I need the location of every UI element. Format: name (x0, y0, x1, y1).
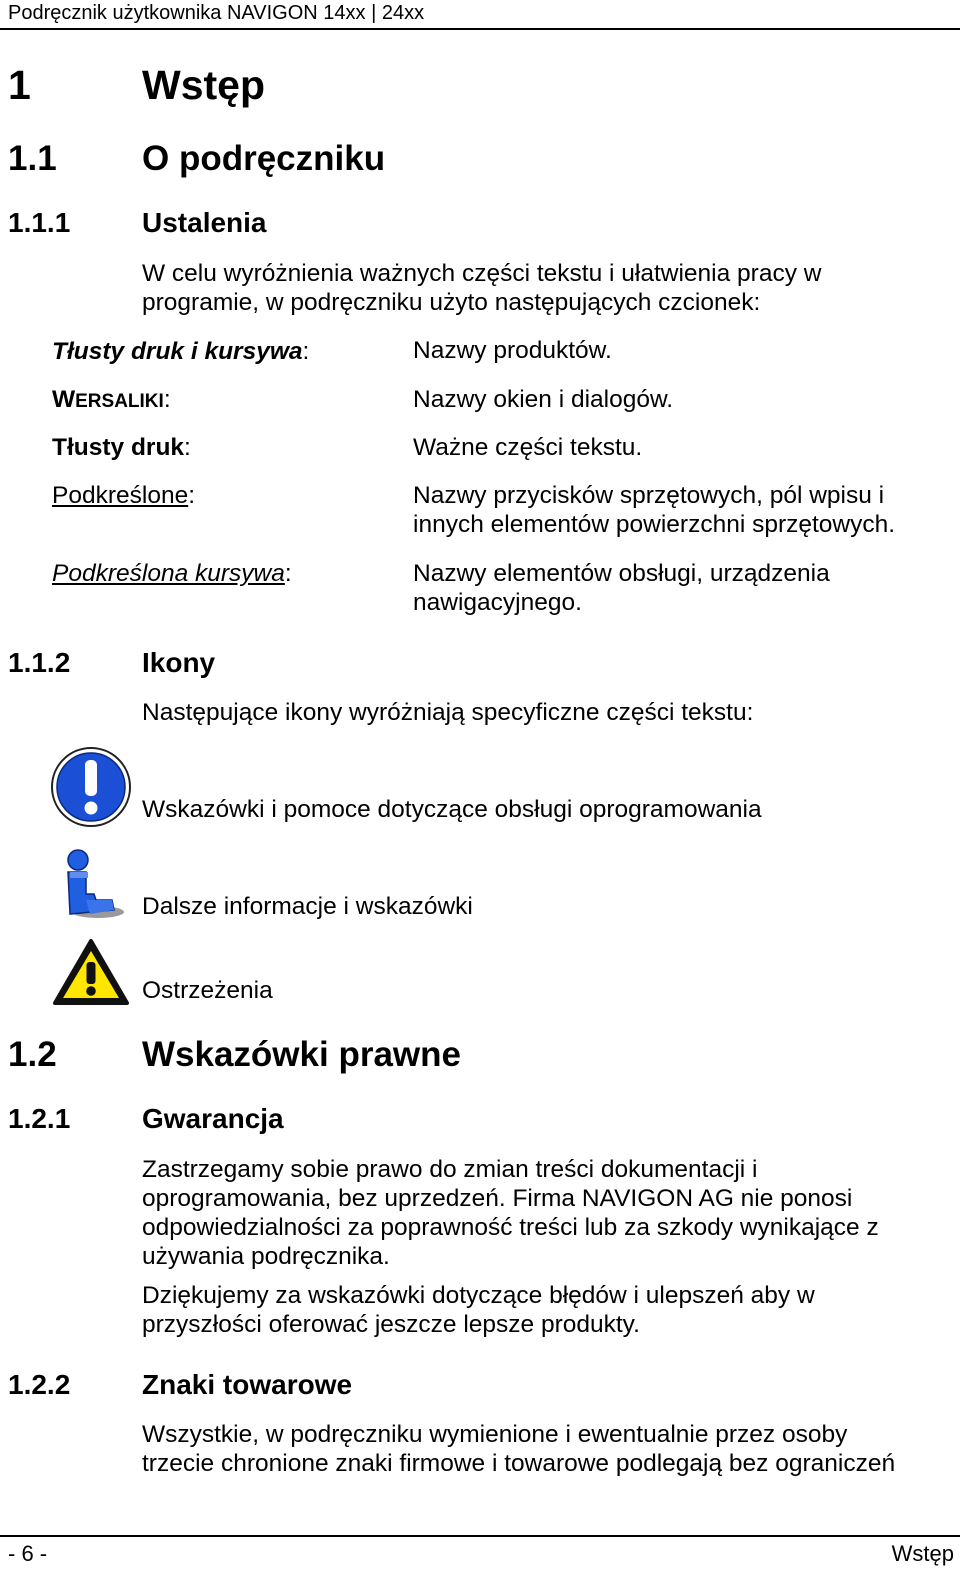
convention-label-capitals: WERSALIKI: (52, 386, 171, 413)
subsection-number: 1.1.1 (8, 207, 71, 238)
icon-description: Ostrzeżenia (142, 977, 273, 1004)
paragraph-line: trzecie chronione znaki firmowe i towarowe podlegają bez ograniczeń (142, 1450, 896, 1477)
convention-desc: Ważne części tekstu. (413, 434, 643, 461)
paragraph-line: Dziękujemy za wskazówki dotyczące błędów i ulepszeń aby w (142, 1282, 815, 1309)
convention-desc: Nazwy przycisków sprzętowych, pól wpisu i (413, 482, 885, 509)
paragraph-line: przyszłości oferować jeszcze lepsze produkty. (142, 1311, 640, 1338)
intro-line: programie, w podręczniku użyto następujących czcionek: (142, 289, 761, 316)
chapter-title: Wstęp (142, 62, 265, 108)
convention-label-underlined: Podkreślone: (52, 482, 196, 509)
section-number: 1.2 (8, 1035, 57, 1074)
footer-rule (0, 1535, 960, 1537)
warning-triangle-icon (52, 938, 130, 1006)
convention-label-bold: Tłusty druk: (52, 434, 191, 461)
icon-description: Dalsze informacje i wskazówki (142, 893, 473, 920)
section-number: 1.1 (8, 139, 57, 178)
icon-description: Wskazówki i pomoce dotyczące obsługi oprogramowania (142, 796, 762, 823)
convention-desc: Nazwy produktów. (413, 337, 612, 364)
subsection-title: Ikony (142, 647, 216, 678)
header-rule (0, 28, 960, 30)
convention-label-underlined-italic: Podkreślona kursywa: (52, 560, 292, 587)
section-title: O podręczniku (142, 139, 386, 178)
subsection-title: Znaki towarowe (142, 1369, 353, 1400)
paragraph-line: Zastrzegamy sobie prawo do zmian treści dokumentacji i (142, 1156, 758, 1183)
convention-label-bold-italic: Tłusty druk i kursywa: (52, 338, 310, 365)
info-figure-icon (56, 848, 126, 922)
convention-desc: innych elementów powierzchni sprzętowych. (413, 511, 896, 538)
page-number: - 6 - (8, 1541, 48, 1566)
chapter-number: 1 (8, 62, 31, 108)
paragraph-line: używania podręcznika. (142, 1243, 390, 1270)
paragraph-line: odpowiedzialności za poprawność treści lub za szkody wynikające z (142, 1214, 879, 1241)
convention-desc: Nazwy elementów obsługi, urządzenia (413, 560, 830, 587)
convention-desc: nawigacyjnego. (413, 589, 582, 616)
footer-section: Wstęp (891, 1541, 954, 1566)
paragraph-line: Wszystkie, w podręczniku wymienione i ewentualnie przez osoby (142, 1421, 848, 1448)
subsection-number: 1.1.2 (8, 647, 71, 678)
subsection-title: Gwarancja (142, 1103, 284, 1134)
subsection-number: 1.2.2 (8, 1369, 71, 1400)
intro-line: W celu wyróżnienia ważnych części tekstu i ułatwienia pracy w (142, 260, 822, 287)
icons-intro: Następujące ikony wyróżniają specyficzne części tekstu: (142, 699, 754, 726)
exclamation-icon (50, 746, 132, 828)
section-title: Wskazówki prawne (142, 1035, 461, 1074)
running-header: Podręcznik użytkownika NAVIGON 14xx | 24xx (8, 2, 425, 24)
subsection-title: Ustalenia (142, 207, 267, 238)
convention-desc: Nazwy okien i dialogów. (413, 386, 674, 413)
paragraph-line: oprogramowania, bez uprzedzeń. Firma NAVIGON AG nie ponosi (142, 1185, 853, 1212)
subsection-number: 1.2.1 (8, 1103, 71, 1134)
